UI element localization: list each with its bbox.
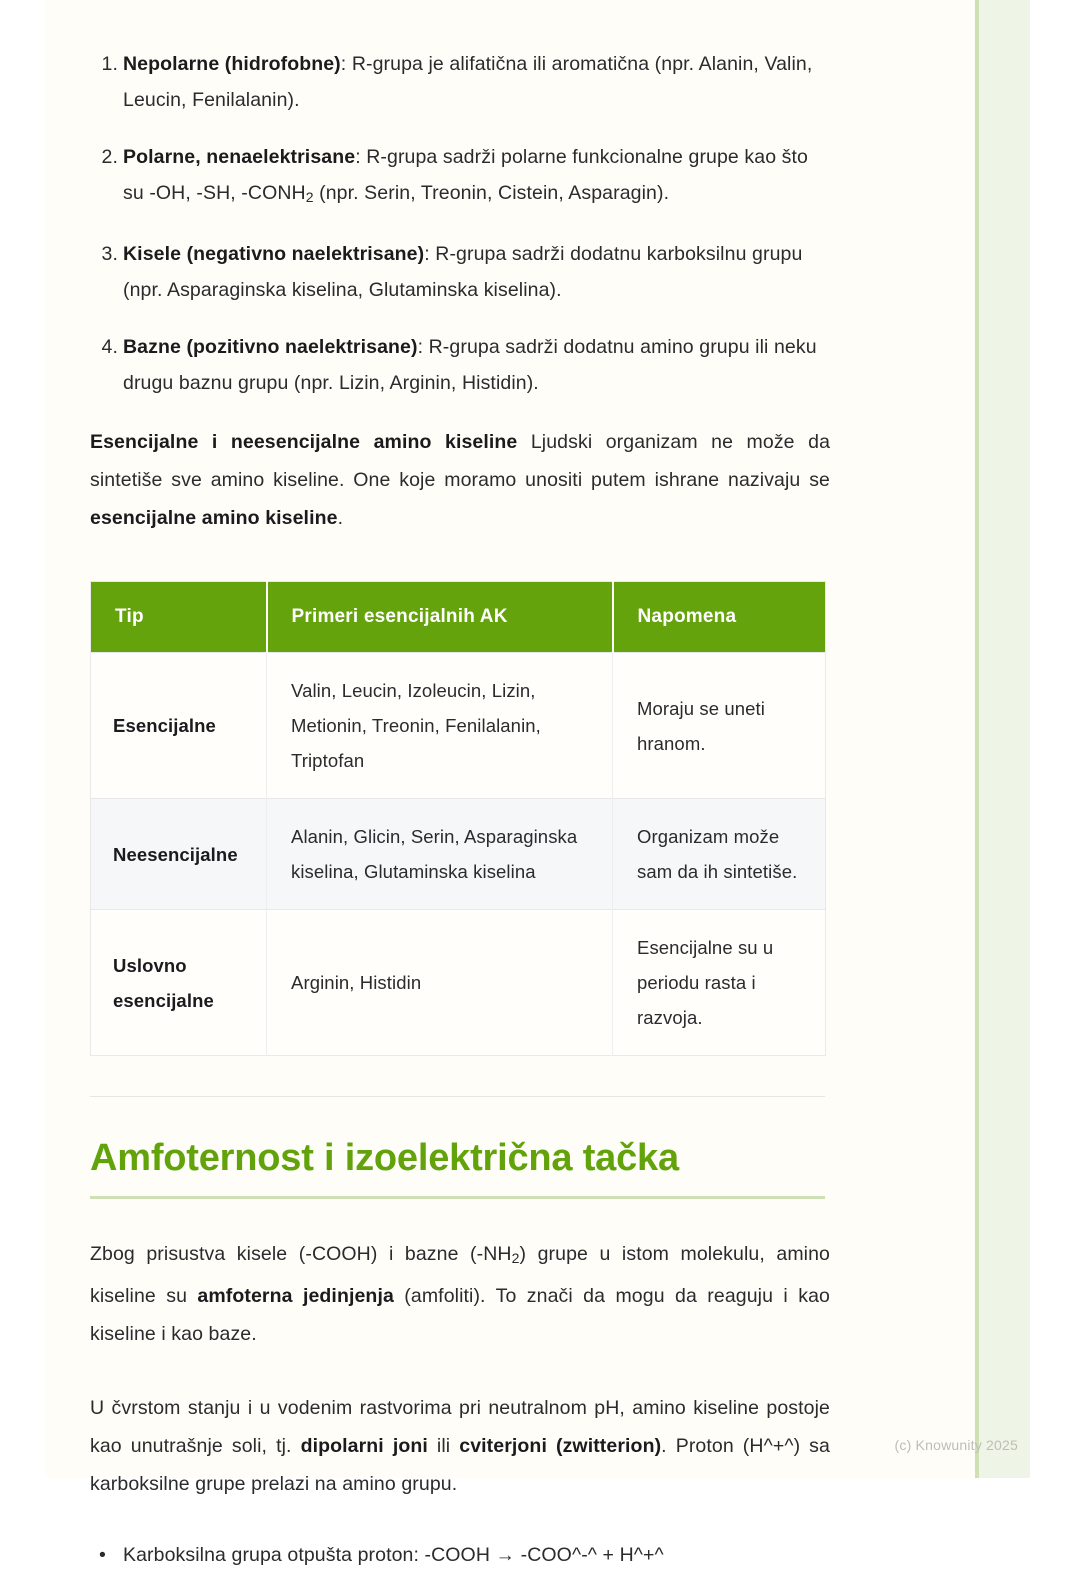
table-cell-examples: Alanin, Glicin, Serin, Asparaginska kiselina, Glutaminska kiselina [267, 799, 613, 910]
table-cell-examples: Arginin, Histidin [267, 910, 613, 1056]
subscript: 2 [511, 1250, 520, 1267]
table-row [91, 653, 826, 799]
list-item [90, 329, 830, 401]
section-title: Amfoternost i izoelektrična tačka [90, 1137, 679, 1180]
right-side-panel [975, 0, 1030, 1478]
table-body [91, 653, 826, 1056]
table-cell-type: Uslovno esencijalne [91, 910, 267, 1056]
list-item-text: : R-grupa sadrži polarne funkcionalne grupe kao što su -OH, -SH, -CONH [123, 146, 808, 204]
paragraph-lead-term: Esencijalne i neesencijalne amino kiseline [90, 431, 518, 454]
zwitterion-paragraph [90, 1389, 830, 1503]
section-title-underline [90, 1196, 825, 1199]
list-marker: 3. [101, 243, 118, 266]
list-item [90, 46, 830, 118]
table-head [91, 582, 826, 653]
amphoteric-paragraph [90, 1235, 830, 1353]
document-content [90, 0, 830, 1573]
essential-amino-acids-table-wrapper [90, 581, 825, 1056]
list-item [90, 139, 830, 215]
table-header-type: Tip [91, 582, 267, 653]
paragraph-text: Ljudski organizam ne može da sintetiše sve amino kiseline. One koje moramo unositi putem ishrane nazivaju se [90, 431, 831, 492]
list-marker: 4. [101, 336, 118, 359]
bullet-text: Karboksilna grupa otpušta proton: -COOH → -COO^-^ + H^+^ [123, 1544, 664, 1567]
paragraph-text-2: ili [427, 1435, 460, 1458]
table-cell-note: Esencijalne su u periodu rasta i razvoja. [613, 910, 826, 1056]
table-header-examples: Primeri esencijalnih AK [267, 582, 613, 653]
list-item-text: : R-grupa sadrži dodatnu karboksilnu grupu (npr. Asparaginska kiselina, Glutaminska kiselina). [123, 243, 803, 302]
table-cell-note: Organizam može sam da ih sintetiše. [613, 799, 826, 910]
list-item-term: Nepolarne (hidrofobne) [123, 53, 341, 75]
list-item [90, 236, 830, 308]
reaction-bullet-list [90, 1537, 830, 1573]
table-cell-note: Moraju se uneti hranom. [613, 653, 826, 799]
paragraph-text-2: ) grupe u istom molekulu, amino kiseline su [90, 1243, 830, 1308]
list-item-text-tail: (npr. Serin, Treonin, Cistein, Asparagin). [313, 182, 670, 204]
paragraph-emphasis-1: dipolarni joni [300, 1435, 428, 1458]
list-item-term: Polarne, nenaelektrisane [123, 146, 356, 168]
list-item-term: Bazne (pozitivno naelektrisane) [123, 336, 418, 359]
list-marker: 2. [101, 146, 118, 168]
paragraph-text: U čvrstom stanju i u vodenim rastvorima pri neutralnom pH, amino kiseline postoje kao unutrašnje soli, tj. [90, 1397, 830, 1458]
list-item [90, 1537, 830, 1573]
section-divider [90, 1096, 825, 1097]
table-header-note: Napomena [613, 582, 826, 653]
bullet-icon: • [99, 1544, 106, 1567]
paragraph-text: Zbog prisustva kisele (-COOH) i bazne (-NH [90, 1243, 512, 1266]
copyright-watermark: (c) Knowunity 2025 [894, 1437, 1018, 1453]
paragraph-emphasis: esencijalne amino kiseline [90, 507, 338, 530]
table-row [91, 799, 826, 910]
essential-amino-acids-paragraph [90, 423, 830, 537]
table-row [91, 910, 826, 1056]
table-cell-type: Esencijalne [91, 653, 267, 799]
paragraph-text-3: (amfoliti). To znači da mogu da reaguju i kao kiseline i kao baze. [90, 1285, 830, 1346]
table-cell-type: Neesencijalne [91, 799, 267, 910]
paragraph-emphasis-2: cviterjoni (zwitterion) [459, 1435, 662, 1458]
list-item-text: : R-grupa sadrži dodatnu amino grupu ili neku drugu baznu grupu (npr. Lizin, Arginin, Histidin). [123, 336, 817, 395]
table-header-row [91, 582, 826, 653]
paragraph-text-3: . Proton (H^+^) sa karboksilne grupe prelazi na amino grupu. [90, 1435, 830, 1496]
amino-acid-classification-list [90, 0, 830, 401]
essential-amino-acids-table [90, 581, 826, 1056]
paragraph-text-tail: . [337, 507, 344, 530]
list-marker: 1. [101, 53, 118, 75]
list-item-text: : R-grupa je alifatična ili aromatična (npr. Alanin, Valin, Leucin, Fenilalanin). [123, 53, 813, 111]
table-cell-examples: Valin, Leucin, Izoleucin, Lizin, Metionin, Treonin, Fenilalanin, Triptofan [267, 653, 613, 799]
list-item-term: Kisele (negativno naelektrisane) [123, 243, 425, 266]
subscript: 2 [305, 189, 314, 206]
paragraph-emphasis: amfoterna jedinjenja [197, 1285, 394, 1308]
